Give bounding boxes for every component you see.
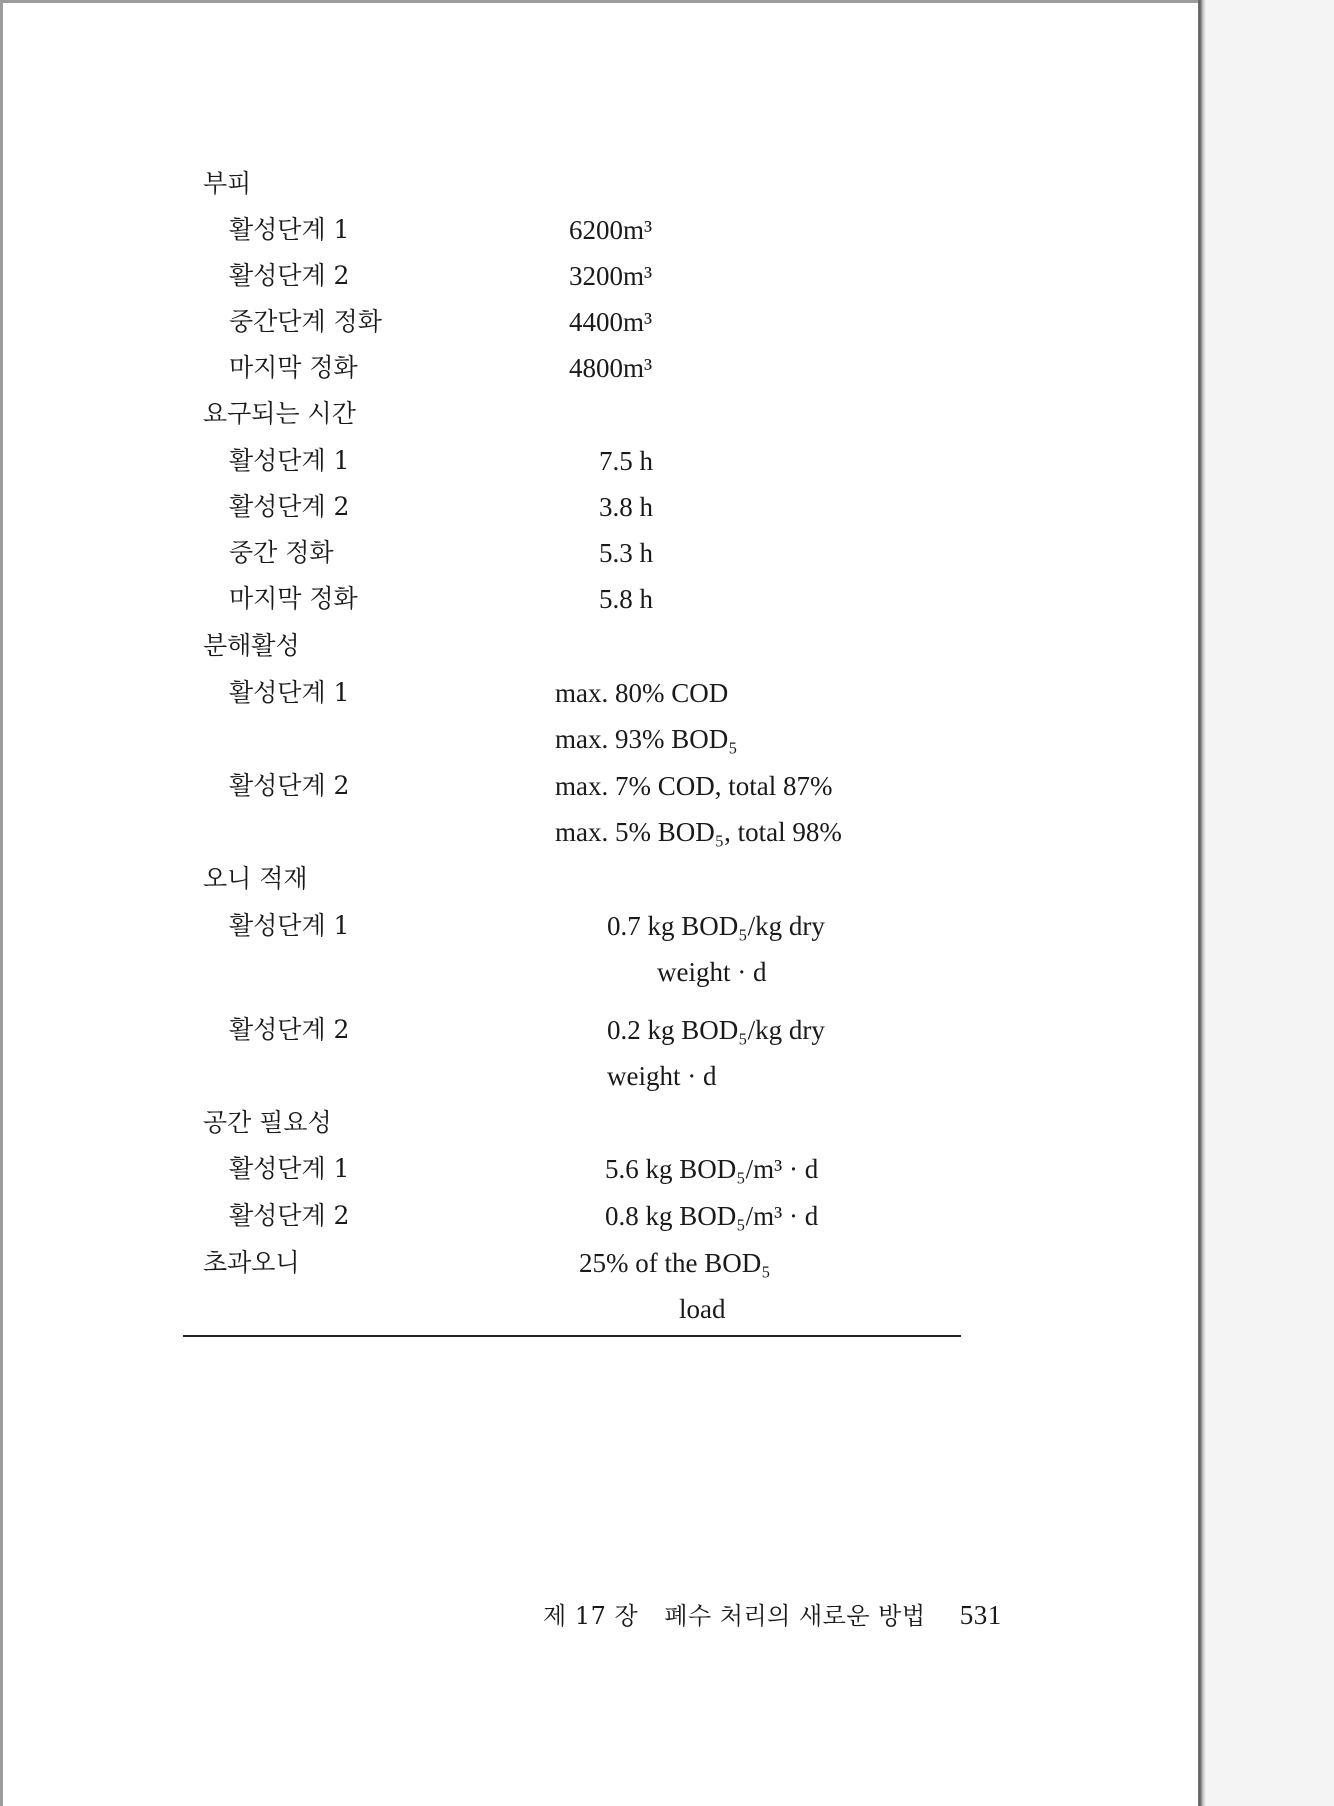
row-label: 활성단계 2: [229, 1201, 350, 1230]
row-value: 6200m³: [569, 215, 653, 245]
row-label: 중간 정화: [229, 538, 334, 567]
row-value-continued: max. 5% BOD₅, total 98%: [555, 817, 842, 847]
chapter-title: 폐수 처리의 새로운 방법: [664, 1602, 926, 1630]
row-value: 5.3 h: [599, 538, 653, 568]
row-label: 활성단계 1: [229, 446, 350, 475]
heading-text: 공간 필요성: [203, 1108, 332, 1137]
heading-text: 요구되는 시간: [203, 399, 356, 428]
row-value: 4400m³: [569, 307, 653, 337]
row-value-continued: load: [679, 1294, 726, 1324]
row-value: max. 7% COD, total 87%: [555, 771, 833, 801]
row-label: 마지막 정화: [229, 353, 358, 382]
row-value: 5.6 kg BOD₅/m³ · d: [605, 1154, 819, 1184]
page-footer: [543, 1596, 1002, 1631]
row-value-continued: weight · d: [657, 957, 767, 987]
page-number: 531: [959, 1600, 1002, 1630]
heading-text: 초과오니: [203, 1248, 300, 1277]
heading-text: 오니 적재: [203, 864, 308, 893]
row-label: 활성단계 2: [229, 261, 350, 290]
heading-text: 분해활성: [203, 631, 300, 660]
row-value: 0.8 kg BOD₅/m³ · d: [605, 1201, 819, 1231]
table-bottom-rule: [183, 1335, 961, 1337]
row-label: 활성단계 1: [229, 911, 350, 940]
row-value: max. 80% COD: [555, 678, 729, 708]
row-value: 25% of the BOD₅: [579, 1248, 771, 1278]
row-value: 0.2 kg BOD₅/kg dry: [607, 1015, 825, 1045]
row-label: 활성단계 1: [229, 678, 350, 707]
row-value: 0.7 kg BOD₅/kg dry: [607, 911, 825, 941]
row-label: 활성단계 1: [229, 1154, 350, 1183]
row-label: 활성단계 2: [229, 771, 350, 800]
row-value: 3.8 h: [599, 492, 653, 522]
row-value-continued: max. 93% BOD₅: [555, 724, 738, 754]
row-label: 마지막 정화: [229, 584, 358, 613]
row-label: 활성단계 2: [229, 492, 350, 521]
row-value: 4800m³: [569, 353, 653, 383]
page-edge-shadow: [1198, 0, 1206, 1806]
row-value: 5.8 h: [599, 584, 653, 614]
row-value-continued: weight · d: [607, 1061, 717, 1091]
row-label: 활성단계 2: [229, 1015, 350, 1044]
row-value: 3200m³: [569, 261, 653, 291]
row-value: 7.5 h: [599, 446, 653, 476]
row-label: 활성단계 1: [229, 215, 350, 244]
heading-text: 부피: [203, 169, 252, 198]
chapter-number: 제 17 장: [543, 1602, 639, 1630]
row-label: 중간단계 정화: [229, 307, 382, 336]
